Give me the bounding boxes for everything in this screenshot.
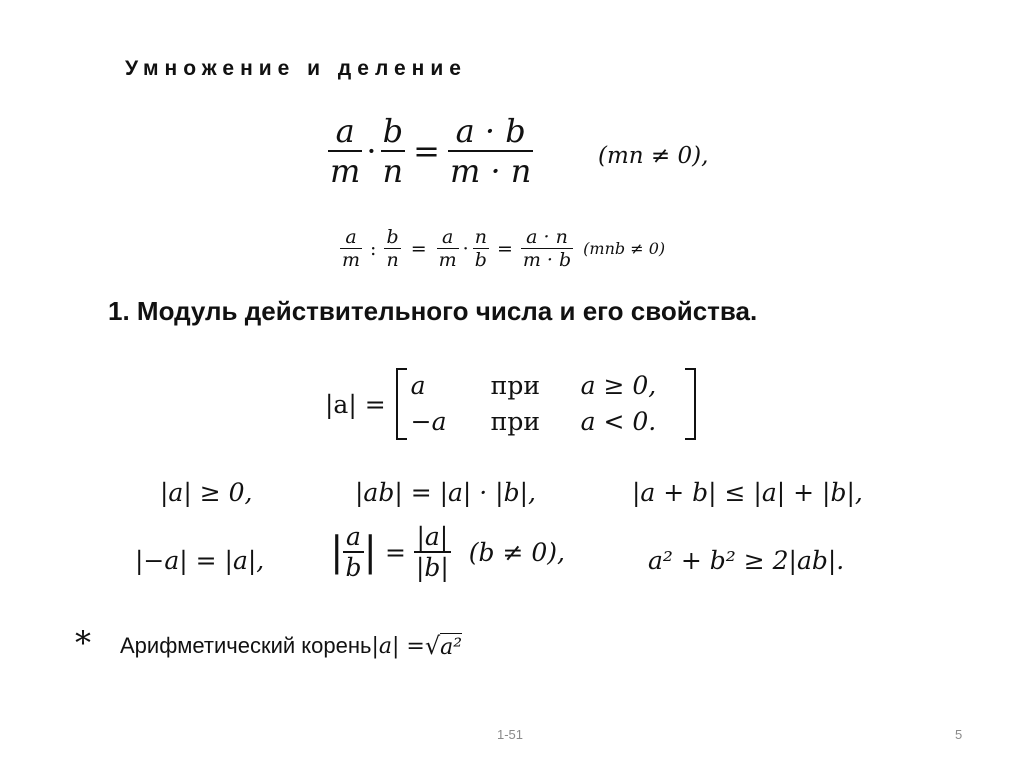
abs-bar-left: |	[330, 529, 344, 575]
numerator: a · b	[455, 112, 526, 150]
denominator: |b|	[415, 553, 449, 582]
numerator: a	[346, 522, 361, 551]
fraction-result	[448, 112, 533, 190]
numerator: a	[441, 226, 454, 248]
sqrt-radicand: a²	[440, 634, 463, 660]
numerator: b	[386, 226, 399, 248]
fraction-b-over-n	[384, 226, 400, 271]
property-triangle: |a + b| ≤ |a| + |b|,	[632, 478, 863, 507]
denominator: m	[438, 249, 457, 271]
case2-condition: a < 0.	[580, 407, 657, 436]
equals-sign: =	[410, 237, 427, 260]
denominator: b	[474, 249, 487, 271]
case1-condition: a ≥ 0,	[580, 371, 657, 400]
abs-bar-right: |	[363, 529, 377, 575]
denominator: m · b	[522, 249, 572, 271]
case1-value: a	[410, 371, 426, 400]
footer-slide-range: 1-51	[497, 727, 524, 742]
equals-sign: =	[413, 132, 440, 170]
case2-word: при	[490, 407, 540, 436]
dot-operator: ·	[462, 237, 469, 260]
property-quotient	[330, 522, 565, 582]
case2-value: −a	[410, 407, 447, 436]
colon-operator: :	[370, 237, 377, 260]
property-nonnegative: |a| ≥ 0,	[160, 478, 253, 507]
denominator: m	[330, 152, 361, 190]
section-title: 1. Модуль действительного числа и его свойства.	[108, 296, 758, 326]
formula-division	[340, 226, 665, 271]
left-bracket	[396, 368, 407, 440]
fraction-a-over-m	[340, 226, 362, 271]
numerator: n	[474, 226, 487, 248]
denominator: n	[382, 152, 404, 190]
fraction-a-over-m	[328, 112, 362, 190]
fraction-b-over-n	[381, 112, 406, 190]
dot-operator: ·	[366, 132, 377, 170]
denominator: m · n	[449, 152, 532, 190]
property-square-inequality: a² + b² ≥ 2|ab|.	[648, 546, 845, 575]
numerator: |a|	[416, 522, 449, 551]
note-arithmetic-root	[120, 632, 462, 660]
formula-multiplication-condition: (mn ≠ 0),	[598, 143, 709, 169]
asterisk-icon: *	[75, 624, 91, 662]
numerator: a	[345, 226, 357, 248]
fraction-a-over-m-2	[437, 226, 459, 271]
denominator: n	[386, 249, 399, 271]
numerator: a	[335, 112, 355, 150]
fraction-n-over-b	[473, 226, 489, 271]
abs-definition	[325, 368, 696, 440]
formula-multiplication	[328, 112, 533, 190]
fraction-a-over-b	[343, 522, 363, 582]
fraction-result	[521, 226, 573, 271]
numerator: a · n	[526, 226, 568, 248]
property-negation: |−a| = |a|,	[135, 546, 265, 575]
right-bracket	[685, 368, 696, 440]
case-table	[407, 368, 685, 440]
sqrt-icon: √	[424, 632, 441, 660]
subheading-multiplication-division: Умножение и деление	[125, 57, 467, 80]
bracket-block	[396, 368, 696, 440]
property-product: |ab| = |a| · |b|,	[355, 478, 536, 507]
page-number: 5	[955, 727, 963, 742]
abs-definition-lhs: |a| =	[325, 389, 386, 419]
quotient-condition: (b ≠ 0),	[468, 537, 566, 567]
formula-division-condition: (mnb ≠ 0)	[583, 239, 666, 258]
numerator: b	[382, 112, 404, 150]
note-lhs: |a| =	[371, 633, 425, 659]
denominator: b	[345, 553, 362, 582]
equals-sign: =	[496, 237, 513, 260]
note-text: Арифметический корень	[120, 633, 372, 658]
denominator: m	[342, 249, 361, 271]
case1-word: при	[490, 371, 540, 400]
fraction-abs-a-over-abs-b	[414, 522, 451, 582]
equals-sign: =	[384, 537, 406, 567]
